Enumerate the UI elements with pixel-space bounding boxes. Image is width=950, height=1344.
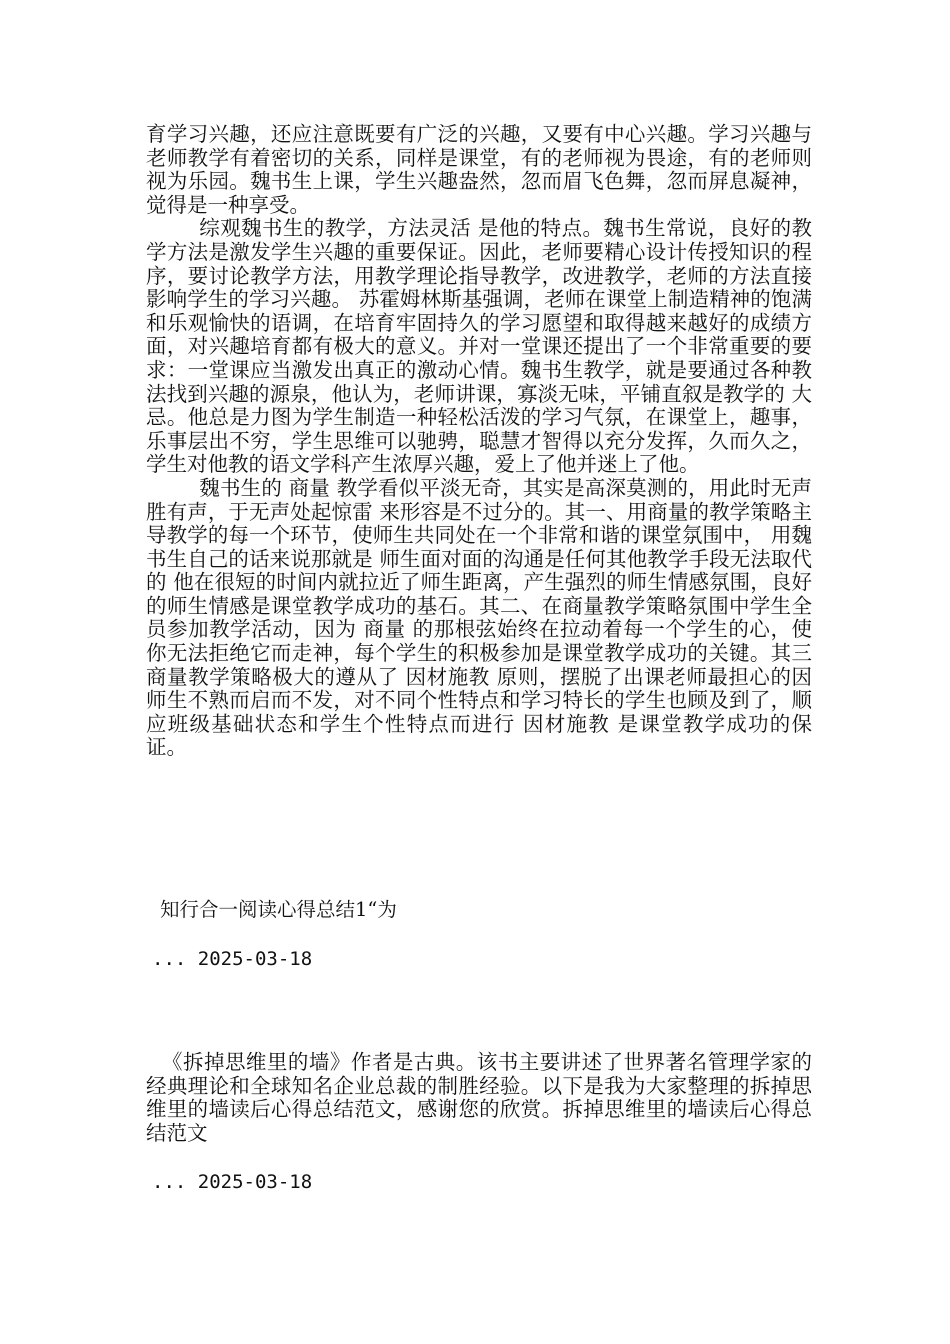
related-article-title-link[interactable]: 知行合一阅读心得总结1“为 (160, 898, 397, 921)
article-paragraph-1: 育学习兴趣，还应注意既要有广泛的兴趣，又要有中心兴趣。学习兴趣与老师教学有着密切的关系，同样是课堂，有的老师视为畏途，有的老师则视为乐园。魏书生上课，学生兴趣盎然，忽而眉飞色舞，忽而屏息凝神，觉得是一种享受。 (146, 122, 812, 217)
article-paragraph-3: 魏书生的 商量 教学看似平淡无奇，其实是高深莫测的，用此时无声胜有声，于无声处起惊雷 来形容是不过分的。其一、用商量的教学策略主导教学的每一个环节，使师生共同处在一个非常和谐的课堂氛围中， 用魏书生自己的话来说那就是 师生面对面的沟通是任何其他教学手段无法取代的 他在很短的时间内就拉近了师生距离，产生强烈的师生情感氛围，良好的师生情感是课堂教学成功的基石。其二、在商量教学策略氛围中学生全员参加教学活动，因为 商量 的那根弦始终在拉动着每一个学生的心，使你无法拒绝它而走神，每个学生的积极参加是课堂教学成功的关键。其三商量教学策略极大的遵从了 因材施教 原则，摆脱了出课老师最担心的因师生不熟而启而不发，对不同个性特点和学习特长的学生也顾及到了，顺应班级基础状态和学生个性特点而进行 因材施教 是课堂教学成功的保证。 (146, 475, 812, 760)
article-paragraph-2: 综观魏书生的教学，方法灵活 是他的特点。魏书生常说，良好的教学方法是激发学生兴趣的重要保证。因此，老师要精心设计传授知识的程序，要讨论教学方法，用教学理论指导教学，改进教学，老师的方法直接影响学生的学习兴趣。 苏霍姆林斯基强调，老师在课堂上制造精神的饱满和乐观愉快的语调，在培育牢固持久的学习愿望和取得越来越好的成绩方面，对兴趣培育都有极大的意义。并对一堂课还提出了一个非常重要的要求：一堂课应当激发出真正的激动心情。魏书生教学，就是要通过各种教法找到兴趣的源泉，他认为，老师讲课，寡淡无味，平铺直叙是教学的 大忌。他总是力图为学生制造一种轻松活泼的学习气氛，在课堂上，趣事，乐事层出不穷，学生思维可以驰骋，聪慧才智得以充分发挥，久而久之，学生对他教的语文学科产生浓厚兴趣，爱上了他并迷上了他。 (146, 216, 812, 477)
article-body (146, 123, 812, 760)
related-article-summary (146, 1051, 812, 1145)
related-article-date-2: ... 2025-03-18 (152, 1171, 313, 1193)
related-article-date: ... 2025-03-18 (152, 948, 313, 970)
related-article-summary-text: 《拆掉思维里的墙》作者是古典。该书主要讲述了世界著名管理学家的经典理论和全球知名企业总裁的制胜经验。以下是我为大家整理的拆掉思维里的墙读后心得总结范文，感谢您的欣赏。拆掉思维里的墙读后心得总结范文 (146, 1050, 812, 1145)
